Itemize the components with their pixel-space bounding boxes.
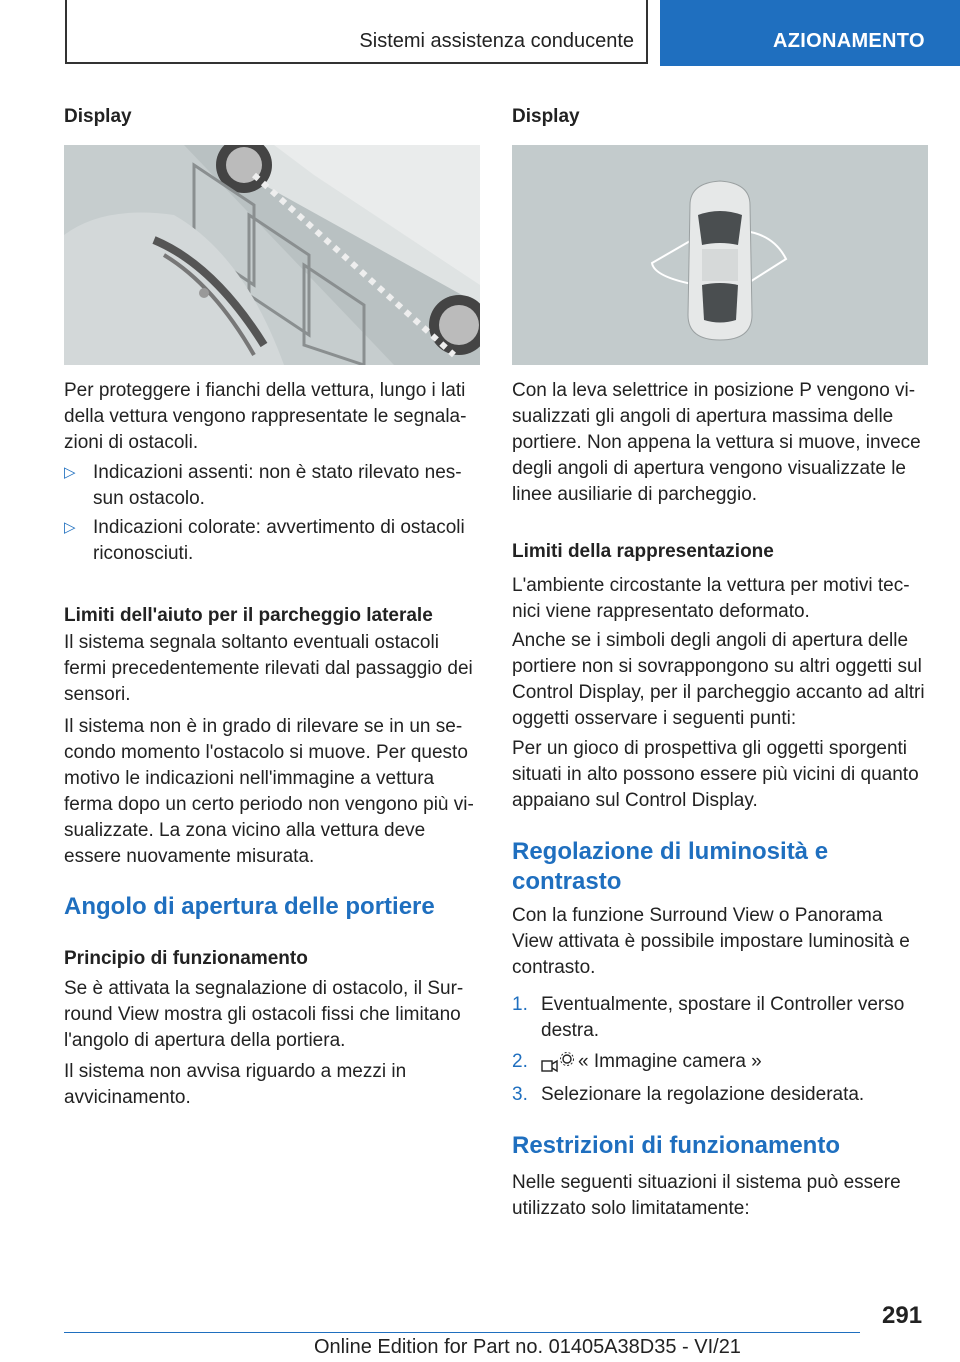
side-parking-figure bbox=[64, 145, 480, 365]
step-number: 2. bbox=[512, 1051, 528, 1072]
display-heading-right: Display bbox=[512, 106, 580, 127]
step-item bbox=[512, 1049, 928, 1075]
limits-heading: Limiti dell'aiuto per il parcheggio laterale bbox=[64, 605, 433, 626]
limits-paragraph-1: Il sistema segnala soltanto eventuali ostacoli fermi precedentemente rilevati dal passaggio dei sensori. bbox=[64, 632, 473, 705]
step-text: Eventualmente, spostare il Controller verso destra. bbox=[541, 994, 905, 1041]
display-paragraph-right: Con la leva selettrice in posizione P vengono visualizzati gli angoli di apertura massima delle portiere. Non appena la vettura si muove, invece degli angoli di apertura vengono visualizzate le linee ausiliarie di parcheggio. bbox=[512, 380, 921, 505]
door-angle-heading: Angolo di apertura delle portiere bbox=[64, 893, 435, 920]
bullet-text: Indicazioni colorate: avvertimento di ostacoli riconosciuti. bbox=[93, 517, 465, 564]
step-item bbox=[512, 1082, 928, 1108]
header-section-box bbox=[65, 0, 648, 64]
triangle-right-icon: ▷ bbox=[64, 464, 76, 481]
restrictions-paragraph: Nelle seguenti situazioni il sistema può essere utilizzato solo limitatamente: bbox=[512, 1172, 901, 1219]
display-intro-left: Per proteggere i fianchi della vettura, lungo i lati della vettura vengono rappresentate le segnalazioni di ostacoli. bbox=[64, 380, 467, 453]
restrictions-heading: Restrizioni di funzionamento bbox=[512, 1132, 840, 1159]
side-parking-illustration bbox=[64, 145, 480, 365]
triangle-right-icon: ▷ bbox=[64, 519, 76, 536]
limits-paragraph-2: Il sistema non è in grado di rilevare se in un secondo momento l'ostacolo si muove. Per questo motivo le indicazioni nell'immagine a vettura ferma dopo un certo periodo non vengono più visualizzate. La zona vicino alla vettura deve essere nuovamente misurata. bbox=[64, 716, 474, 867]
step-text: Selezionare la regolazione desiderata. bbox=[541, 1084, 865, 1105]
page-number: 291 bbox=[882, 1302, 923, 1329]
representation-paragraph-3: Per un gioco di prospettiva gli oggetti sporgenti situati in alto possono essere più vicini di quanto appaiano sul Control Display. bbox=[512, 738, 919, 811]
camera-gear-icon bbox=[541, 1051, 575, 1078]
footer-divider bbox=[64, 1332, 860, 1333]
footer-edition: Online Edition for Part no. 01405A38D35 - VI/21 bbox=[314, 1336, 741, 1358]
step-number: 1. bbox=[512, 994, 528, 1015]
principle-paragraph-1: Se è attivata la segnalazione di ostacolo, il Surround View mostra gli ostacoli fissi che limitano l'angolo di apertura della portiera. bbox=[64, 978, 464, 1051]
bullet-text: Indicazioni assenti: non è stato rilevato nessun ostacolo. bbox=[93, 462, 462, 509]
step-text: « Immagine camera » bbox=[578, 1051, 762, 1072]
brightness-paragraph: Con la funzione Surround View o Panorama View attivata è possibile impostare luminosità e contrasto. bbox=[512, 905, 910, 978]
chapter-tab[interactable] bbox=[660, 0, 960, 66]
principle-heading: Principio di funzionamento bbox=[64, 948, 308, 969]
door-angle-illustration bbox=[512, 145, 928, 365]
display-heading-left: Display bbox=[64, 106, 132, 127]
representation-paragraph-1: L'ambiente circostante la vettura per motivi tecnici viene rappresentato deformato. bbox=[512, 575, 910, 622]
brightness-heading: Regolazione di luminosità e contrasto bbox=[512, 838, 829, 895]
bullet-item bbox=[64, 515, 480, 567]
section-title: Sistemi assistenza conducente bbox=[359, 30, 634, 52]
step-item bbox=[512, 992, 928, 1044]
door-angle-figure bbox=[512, 145, 928, 365]
chapter-tab-label: AZIONAMENTO bbox=[773, 30, 925, 52]
representation-paragraph-2: Anche se i simboli degli angoli di apertura delle portiere non si sovrappongono su altri oggetti sul Control Display, per il parcheggio accanto ad altri oggetti osservare i seguenti punti: bbox=[512, 630, 925, 729]
representation-heading: Limiti della rappresentazione bbox=[512, 541, 774, 562]
step-number: 3. bbox=[512, 1084, 528, 1105]
bullet-item bbox=[64, 460, 480, 512]
principle-paragraph-2: Il sistema non avvisa riguardo a mezzi in avvicinamento. bbox=[64, 1061, 407, 1108]
